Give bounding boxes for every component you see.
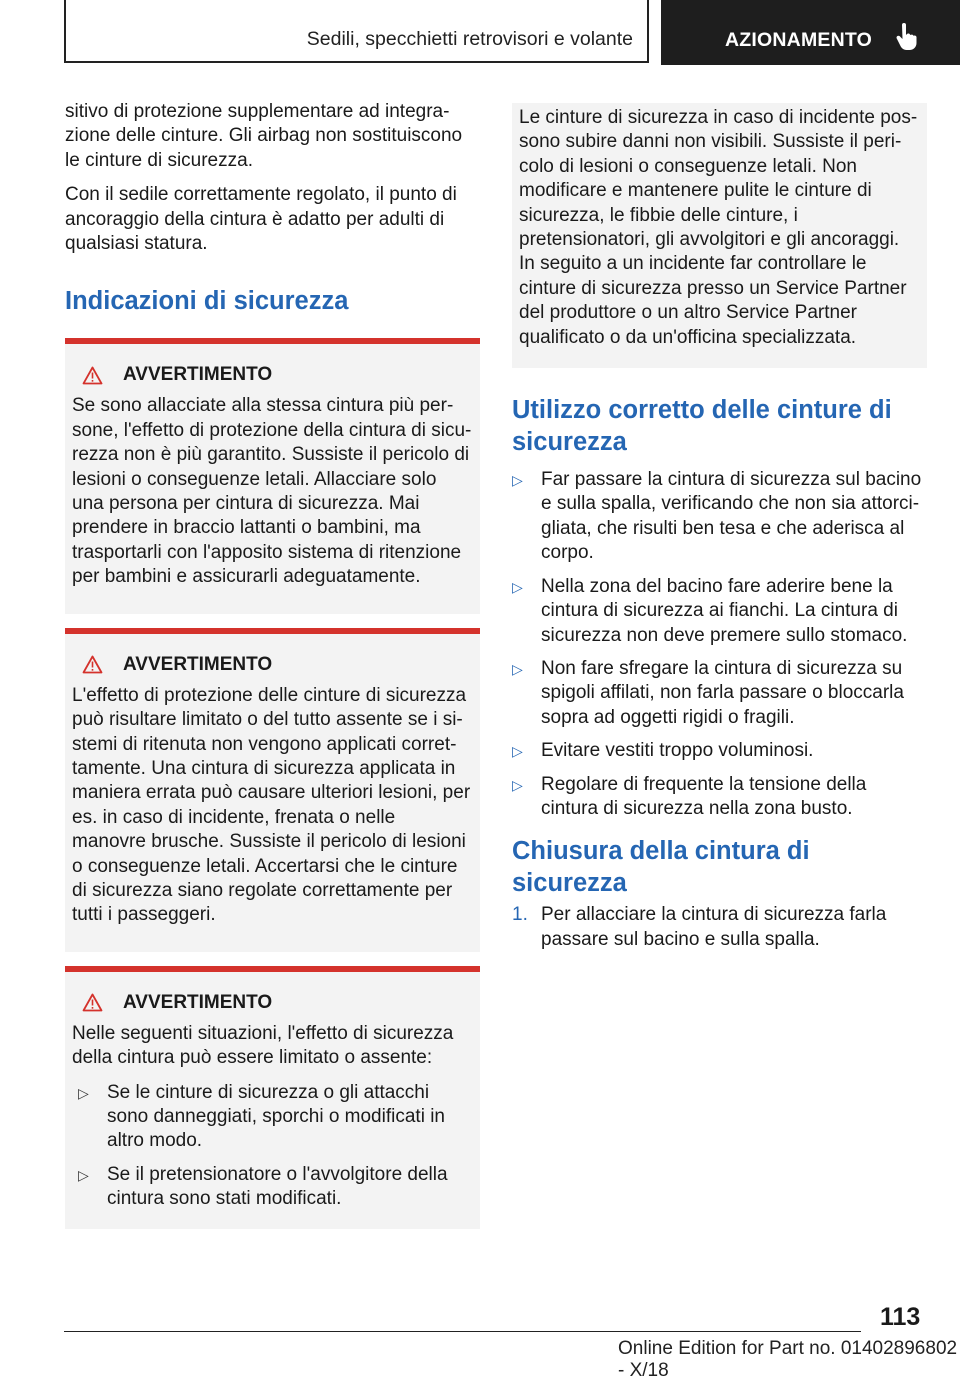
list-item xyxy=(512,468,927,566)
list-item-text: Nella zona del bacino fare aderire bene la cintura di sicurezza ai fianchi. La cintura di sicurezza non deve premere sullo stomaco. xyxy=(541,575,908,646)
list-item xyxy=(72,1081,472,1154)
header-chapter-title: AZIONAMENTO xyxy=(725,29,873,51)
warning-text: Se sono allacciate alla stessa cintura più persone, l'effetto di protezione della cintura di sicurezza non è più garantito. Sussiste il pericolo di lesioni o conseguenze letali. Allacciare solo una persona per cintura di sicurezza. Mai prendere in braccio lattanti o bambini, ma trasportarli con l'apposito sistema di ritenzione per bambini e assicurarli adeguatamente. xyxy=(72,395,472,588)
list-item-text: Se il pretensionatore o l'avvolgitore della cintura sono stati modificati. xyxy=(107,1163,448,1210)
list-item-text: Per allacciare la cintura di sicurezza farla passare sul bacino e sulla spalla. xyxy=(541,904,887,950)
list-item xyxy=(512,773,927,822)
intro-paragraph-1: sitivo di protezione supplementare ad integrazione delle cinture. Gli airbag non sostituiscono le cinture di sicurezza. xyxy=(65,101,463,171)
header-section-title: Sedili, specchietti retrovisori e volante xyxy=(306,28,633,50)
list-item xyxy=(512,575,927,648)
triangle-bullet-icon: ▷ xyxy=(78,1084,89,1101)
numbered-list xyxy=(512,903,927,952)
info-text: Le cinture di sicurezza in caso di incidente possono subire danni non visibili. Sussiste il pericolo di lesioni o conseguenze letali. Non modificare e mantenere pulite le cinture di sicurezza, le fibbie delle cinture, i pretensionatori, gli avvolgitori e gli ancoraggi. In seguito a un incidente far controllare le cinture di sicurezza presso un Service Partner del produttore o un altro Service Partner qualificato o da un'officina specializzata. xyxy=(519,107,918,348)
hand-pointer-icon xyxy=(895,23,917,53)
right-column xyxy=(512,103,927,961)
warning-box-3 xyxy=(65,966,480,1229)
triangle-bullet-icon: ▷ xyxy=(512,472,523,489)
warning-header xyxy=(72,992,472,1014)
warning-triangle-icon xyxy=(82,366,103,385)
triangle-bullet-icon: ▷ xyxy=(512,578,523,595)
warning-triangle-icon xyxy=(82,655,103,674)
footer-divider xyxy=(64,1331,861,1332)
warning-text: Nelle seguenti situazioni, l'effetto di sicurezza della cintura può essere limitato o assente: xyxy=(72,1022,454,1069)
list-item xyxy=(72,1163,472,1212)
warning-header xyxy=(72,364,472,386)
warning-title: AVVERTIMENTO xyxy=(123,991,273,1013)
section-heading-buckling: Chiusura della cintura di sicurezza xyxy=(512,837,810,898)
list-item xyxy=(512,903,927,952)
warning-triangle-icon xyxy=(82,993,103,1012)
section-heading-correct-use: Utilizzo corretto delle cinture di sicurezza xyxy=(512,396,892,457)
info-box xyxy=(512,103,927,368)
header-chapter-tab xyxy=(661,0,960,65)
list-item-text: Non fare sfregare la cintura di sicurezza su spigoli affilati, non farla passare o bloccarla sopra ad oggetti rigidi o fragili. xyxy=(541,657,904,728)
step-number: 1. xyxy=(512,904,528,926)
page-number: 113 xyxy=(880,1303,921,1331)
triangle-bullet-icon: ▷ xyxy=(78,1166,89,1183)
triangle-bullet-icon: ▷ xyxy=(512,743,523,760)
list-item-text: Se le cinture di sicurezza o gli attacchi sono danneggiati, sporchi o modificati in altro modo. xyxy=(107,1081,445,1152)
header-section-box xyxy=(64,0,649,63)
list-item-text: Regolare di frequente la tensione della cintura di sicurezza nella zona busto. xyxy=(541,773,867,819)
list-item xyxy=(512,739,927,763)
warning-header xyxy=(72,654,472,676)
bullet-list xyxy=(512,468,927,821)
left-column xyxy=(65,100,480,1229)
warning-text: L'effetto di protezione delle cinture di sicurezza può risultare limitato o del tutto assente se i sistemi di ritenuta non vengono applicati correttamente. Una cintura di sicurezza applicata in maniera errata può causare ulteriori lesioni, per es. in caso di incidente, frenata o nelle manovre brusche. Sussiste il pericolo di lesioni o conseguenze letali. Accertarsi che le cinture di sicurezza siano regolate correttamente per tutti i passeggeri. xyxy=(72,684,471,926)
warning-title: AVVERTIMENTO xyxy=(123,653,273,675)
list-item-text: Far passare la cintura di sicurezza sul bacino e sulla spalla, verificando che non sia attorcigliata, che risulti ben tesa e che aderisca al corpo. xyxy=(541,469,922,564)
triangle-bullet-icon: ▷ xyxy=(512,660,523,677)
warning-box-2 xyxy=(65,628,480,952)
intro-paragraph-2: Con il sedile correttamente regolato, il punto di ancoraggio della cintura è adatto per adulti di qualsiasi statura. xyxy=(65,184,457,255)
footer-edition: Online Edition for Part no. 01402896802 - X/18 xyxy=(618,1338,958,1381)
warning-title: AVVERTIMENTO xyxy=(123,364,273,386)
list-item xyxy=(512,657,927,730)
warning-box-1 xyxy=(65,338,480,613)
section-heading-safety: Indicazioni di sicurezza xyxy=(65,287,349,316)
triangle-bullet-icon: ▷ xyxy=(512,776,523,793)
list-item-text: Evitare vestiti troppo voluminosi. xyxy=(541,740,814,762)
